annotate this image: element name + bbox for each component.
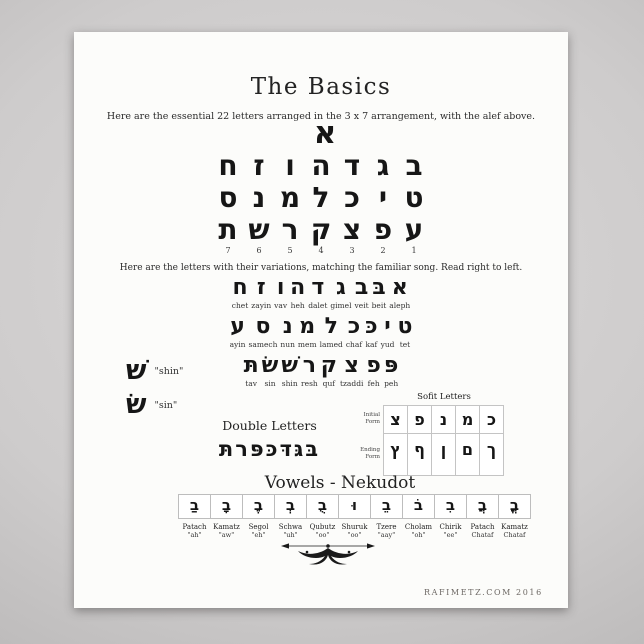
letter-name: quf [322,379,336,388]
vowel-hebrew: בֳ [498,494,531,519]
sofit-column [479,406,503,475]
hebrew-letter: ו [285,149,295,182]
hebrew-letter: כ [347,314,361,339]
letter-name: kaf [365,340,378,349]
vowel-strip [178,494,531,539]
column-number: 2 [380,246,386,255]
sofit-column [407,406,431,475]
hebrew-letter: צ [344,353,359,378]
hebrew-letter: א [391,275,408,300]
double-letters-heading: Double Letters [222,418,317,433]
grid-row [213,150,430,182]
vowel-item [178,494,211,539]
sofit-table [383,405,504,476]
letter-cell [330,275,351,310]
vowel-name: Segol [248,523,269,531]
hebrew-letter: ר [281,213,299,246]
sofit-ending-letter: ף [414,440,425,459]
letter-cell [244,353,259,388]
vowel-item [210,494,243,539]
sofit-ending-letter: ם [461,440,474,459]
hebrew-letter: ב [405,149,423,182]
letter-cell [355,275,369,310]
letter-name: zayin [251,301,272,310]
letter-name: tav [245,379,258,388]
hebrew-letter: ע [230,314,245,339]
letter-cell [321,353,337,388]
letter-name: feh [367,379,380,388]
vowel-item [338,494,371,539]
variations-caption: Here are the letters with their variations, matching the familiar song. Read right to left. [119,263,523,273]
vowel-hebrew: וּ [338,494,371,519]
vowel-name: Qubutz [309,523,336,531]
hebrew-letter: ר [302,353,317,378]
sofit-initial-letter: צ [384,406,407,434]
column-number: 7 [225,246,231,255]
letter-cell [274,275,287,310]
hebrew-letter: פּ [383,353,399,378]
letter-cell [365,314,377,349]
vowel-name: Shuruk [341,523,368,531]
hebrew-letter: כּ [365,314,378,339]
vowel-hebrew: בֶ [242,494,275,519]
letter-cell [230,314,246,349]
column-number: 3 [349,246,355,255]
letter-name: heh [290,301,305,310]
vowel-hebrew: בִ [434,494,467,519]
letter-cell [366,353,380,388]
hebrew-letter: ע [404,213,424,246]
letter-name: sin [264,379,276,388]
vowel-sound: "eh" [251,531,266,539]
vowel-name: Chirik [439,523,462,531]
letter-cell [301,353,318,388]
letter-cell [249,314,278,349]
vowel-hebrew: בֵ [370,494,403,519]
vowel-hebrew: בֹ [402,494,435,519]
letter-name: tet [399,340,411,349]
shin-label: "shin" [154,365,184,377]
sofit-heading: Sofit Letters [417,392,471,402]
letter-name: peh [384,379,399,388]
vowel-item [242,494,275,539]
hebrew-letter: ד [311,275,325,300]
letter-name: chet [231,301,249,310]
vowel-sound: "ah" [187,531,202,539]
letter-name: mem [297,340,317,349]
vowel-sound: "oo" [315,531,330,539]
hebrew-letter: כ [344,181,360,214]
hebrew-letter: נ [282,314,293,339]
sofit-initial-letter: כ [480,406,503,434]
letter-name: nun [280,340,295,349]
vowel-sound: "uh" [283,531,298,539]
hebrew-letter: ס [255,314,271,339]
vowel-sound: Chataf [471,531,494,539]
vowel-item [466,494,499,539]
hebrew-letter: י [378,181,388,214]
hebrew-letter: ח [232,275,248,300]
letter-cell [381,314,395,349]
letter-cell [340,353,363,388]
letter-name: ayin [229,340,246,349]
hebrew-letter: ט [397,314,413,339]
sofit-ending-letter: ץ [390,440,401,459]
hebrew-letter: פ [366,353,381,378]
variation-row [232,275,410,310]
vowel-sound: "oo" [347,531,362,539]
vowel-name: Cholam [404,523,433,531]
variation-row [230,314,413,349]
letter-name: shin [281,379,298,388]
vowel-name: Patach [182,523,207,531]
letter-name: beit [371,301,387,310]
grid-row [213,182,430,214]
hebrew-letter: ל [312,181,330,214]
column-number: 5 [287,246,293,255]
hebrew-letter: מ [279,181,301,214]
sofit-column [455,406,479,475]
page-title: The Basics [250,74,392,100]
vowel-sound: "aay" [377,531,396,539]
hebrew-letter: ס [218,181,238,214]
shin-letter: שׁ [126,355,147,386]
hebrew-letter: ק [310,213,332,246]
double-letters-hebrew: בּגּדּכּפּרתּ [218,437,321,461]
vowel-hebrew: בָ [210,494,243,519]
letter-cell [232,275,248,310]
vowel-item [370,494,403,539]
hebrew-letter: תּ [243,353,259,378]
hebrew-letter: ו [276,275,285,300]
grid-row [213,214,430,246]
sofit-ending-letter: ן [440,440,447,459]
variation-row [244,353,399,388]
vowel-sound: "oh" [411,531,426,539]
sin-letter: שׂ [126,389,147,420]
poster [74,32,568,608]
vowel-hebrew: בֻ [306,494,339,519]
hebrew-letter: נ [252,181,266,214]
sofit-ending-letter: ך [486,440,497,459]
sofit-initial-letter: נ [432,406,455,434]
vowel-sound: "aw" [218,531,235,539]
sofit-initial-row-label: Initial Form [363,412,380,425]
hebrew-letter: ח [218,149,238,182]
letter-cell [290,275,305,310]
sofit-initial-letter: מ [456,406,479,434]
hebrew-letter: שׁ [281,353,299,378]
hebrew-letter: ג [336,275,346,300]
vowel-name: Tzere [376,523,397,531]
sofit-row-labels [356,405,383,476]
hebrew-letter: מ [299,314,316,339]
letter-name: chaf [345,340,363,349]
intro-text: Here are the essential 22 letters arranged in the 3 x 7 arrangement, with the alef above. [106,111,536,122]
letter-name: veit [354,301,369,310]
letter-name: tzaddi [339,379,364,388]
letter-cell [298,314,317,349]
vowel-item [402,494,435,539]
double-letters-section [192,418,347,462]
vowel-item [498,494,531,539]
sofit-ending-row-label: Ending Form [360,446,380,460]
alef-letter: א [313,115,337,151]
hebrew-letter: בּ [372,275,386,300]
sin-label: "sin" [154,399,178,411]
letter-cell [346,314,362,349]
letter-cell [384,353,398,388]
letter-name: vav [274,301,288,310]
letter-cell [389,275,410,310]
sofit-column [431,406,455,475]
letter-cell [320,314,343,349]
vowel-name: Kamatz [213,523,240,531]
shin-callout [126,356,183,386]
vowel-sound: Chataf [503,531,526,539]
hebrew-letter: י [384,314,391,339]
hebrew-letter: ק [320,353,337,378]
hebrew-letter: ז [253,149,265,182]
hebrew-letter: ל [324,314,338,339]
hebrew-letter: ד [343,149,361,182]
hebrew-letter: ה [290,275,306,300]
letter-cell [262,353,279,388]
sofit-body [356,405,505,476]
hebrew-letter: צ [342,213,362,246]
letter-cell [372,275,387,310]
sofit-letters-section [356,392,505,476]
letter-name: yud [380,340,395,349]
hebrew-letter: ה [311,149,331,182]
letter-cell [308,275,327,310]
vowel-hebrew: בְ [274,494,307,519]
vowel-hebrew: בַ [178,494,211,519]
sin-callout [126,390,177,420]
letter-cell [281,353,298,388]
letter-name: gimel [330,301,352,310]
letter-cell [397,314,412,349]
column-numbers [213,246,430,255]
hebrew-letter: פ [373,213,393,246]
letter-name: resh [301,379,318,388]
vowel-sound: "ee" [443,531,458,539]
alef-grid-rows [213,150,430,246]
sofit-column [384,406,407,475]
letter-name: aleph [389,301,411,310]
letter-cell [280,314,295,349]
column-number: 6 [256,246,262,255]
hebrew-letter: ש [248,213,270,246]
footer-credit: RAFIMETZ.COM 2016 [424,588,543,597]
vowel-item [434,494,467,539]
letter-name: lamed [319,340,343,349]
letter-name: samech [248,340,278,349]
hebrew-letter: ג [376,149,390,182]
sofit-initial-letter: פ [408,406,431,434]
hebrew-letter: ט [404,181,424,214]
hebrew-letter: ב [354,275,369,300]
vowel-name: Schwa [278,523,303,531]
vowels-heading: Vowels - Nekudot [264,473,416,493]
letter-cell [251,275,271,310]
hebrew-letter: ת [218,213,238,246]
flourish-icon [280,540,376,570]
hebrew-letter: שׂ [261,353,279,378]
column-number: 4 [318,246,324,255]
letter-name: dalet [308,301,328,310]
hebrew-letter: ז [256,275,266,300]
vowel-item [306,494,339,539]
column-number: 1 [411,246,417,255]
vowel-name: Patach [470,523,495,531]
vowel-name: Kamatz [501,523,528,531]
vowel-hebrew: בֲ [466,494,499,519]
vowel-item [274,494,307,539]
